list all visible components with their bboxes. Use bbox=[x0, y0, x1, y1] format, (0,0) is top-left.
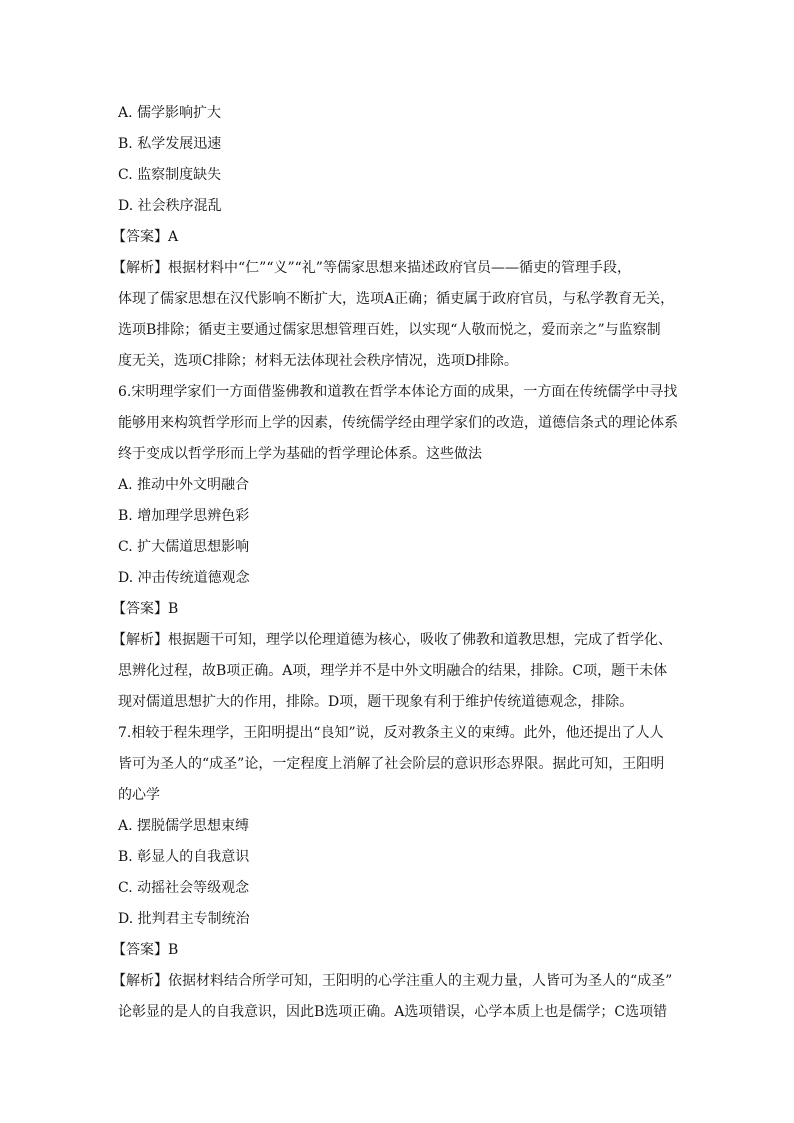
q7-analysis-line: 论彰显的是人的自我意识，因此B选项正确。A选项错误，心学本质上也是儒学；C选项错 bbox=[118, 1004, 668, 1020]
q6-stem-line: 6.宋明理学家们一方面借鉴佛教和道教在哲学本体论方面的成果，一方面在传统儒学中寻找 bbox=[118, 384, 678, 400]
q5-option-c: C. 监察制度缺失 bbox=[118, 167, 222, 183]
q7-stem-line: 7.相较于程朱理学，王阳明提出“良知”说，反对教条主义的束缚。此外，他还提出了人人 bbox=[118, 725, 664, 741]
q6-option-d: D. 冲击传统道德观念 bbox=[118, 570, 250, 586]
q6-option-a: A. 推动中外文明融合 bbox=[118, 477, 250, 493]
q7-answer: 【答案】B bbox=[112, 942, 179, 958]
q7-analysis-line: 【解析】依据材料结合所学可知，王阳明的心学注重人的主观力量，人皆可为圣人的“成圣” bbox=[112, 973, 673, 989]
q6-option-c: C. 扩大儒道思想影响 bbox=[118, 539, 250, 555]
q5-answer: 【答案】A bbox=[112, 229, 179, 245]
q7-stem-line: 皆可为圣人的“成圣”论，一定程度上消解了社会阶层的意识形态界限。据此可知，王阳明 bbox=[118, 756, 665, 772]
q5-analysis-line: 体现了儒家思想在汉代影响不断扩大，选项A正确；循吏属于政府官员，与私学教育无关， bbox=[118, 291, 675, 307]
q5-option-d: D. 社会秩序混乱 bbox=[118, 198, 222, 214]
q7-option-b: B. 彰显人的自我意识 bbox=[118, 849, 250, 865]
q7-stem-line: 的心学 bbox=[118, 787, 160, 803]
q7-option-d: D. 批判君主专制统治 bbox=[118, 911, 250, 927]
q6-stem-line: 能够用来构筑哲学形而上学的因素，传统儒学经由理学家们的改造，道德信条式的理论体系 bbox=[118, 415, 678, 431]
q7-option-a: A. 摆脱儒学思想束缚 bbox=[118, 818, 250, 834]
q6-analysis-line: 【解析】根据题干可知，理学以伦理道德为核心，吸收了佛教和道教思想，完成了哲学化、 bbox=[112, 632, 672, 648]
q5-analysis-line: 选项B排除；循吏主要通过儒家思想管理百姓，以实现“人敬而悦之，爱而亲之”与监察制 bbox=[118, 322, 661, 338]
q5-option-a: A. 儒学影响扩大 bbox=[118, 105, 222, 121]
q6-analysis-line: 现对儒道思想扩大的作用，排除。D项，题干现象有利于维护传统道德观念，排除。 bbox=[118, 694, 634, 710]
q6-option-b: B. 增加理学思辨色彩 bbox=[118, 508, 250, 524]
q5-analysis-line: 度无关，选项C排除；材料无法体现社会秩序情况，选项D排除。 bbox=[118, 353, 518, 369]
q6-answer: 【答案】B bbox=[112, 601, 179, 617]
q7-option-c: C. 动摇社会等级观念 bbox=[118, 880, 250, 896]
q6-analysis-line: 思辨化过程，故B项正确。A项，理学并不是中外文明融合的结果，排除。C项，题干未体 bbox=[118, 663, 668, 679]
q6-stem-line: 终于变成以哲学形而上学为基础的哲学理论体系。这些做法 bbox=[118, 446, 482, 462]
q5-option-b: B. 私学发展迅速 bbox=[118, 136, 222, 152]
q5-analysis-line: 【解析】根据材料中“仁”“义”“礼”等儒家思想来描述政府官员——循吏的管理手段， bbox=[112, 260, 631, 276]
